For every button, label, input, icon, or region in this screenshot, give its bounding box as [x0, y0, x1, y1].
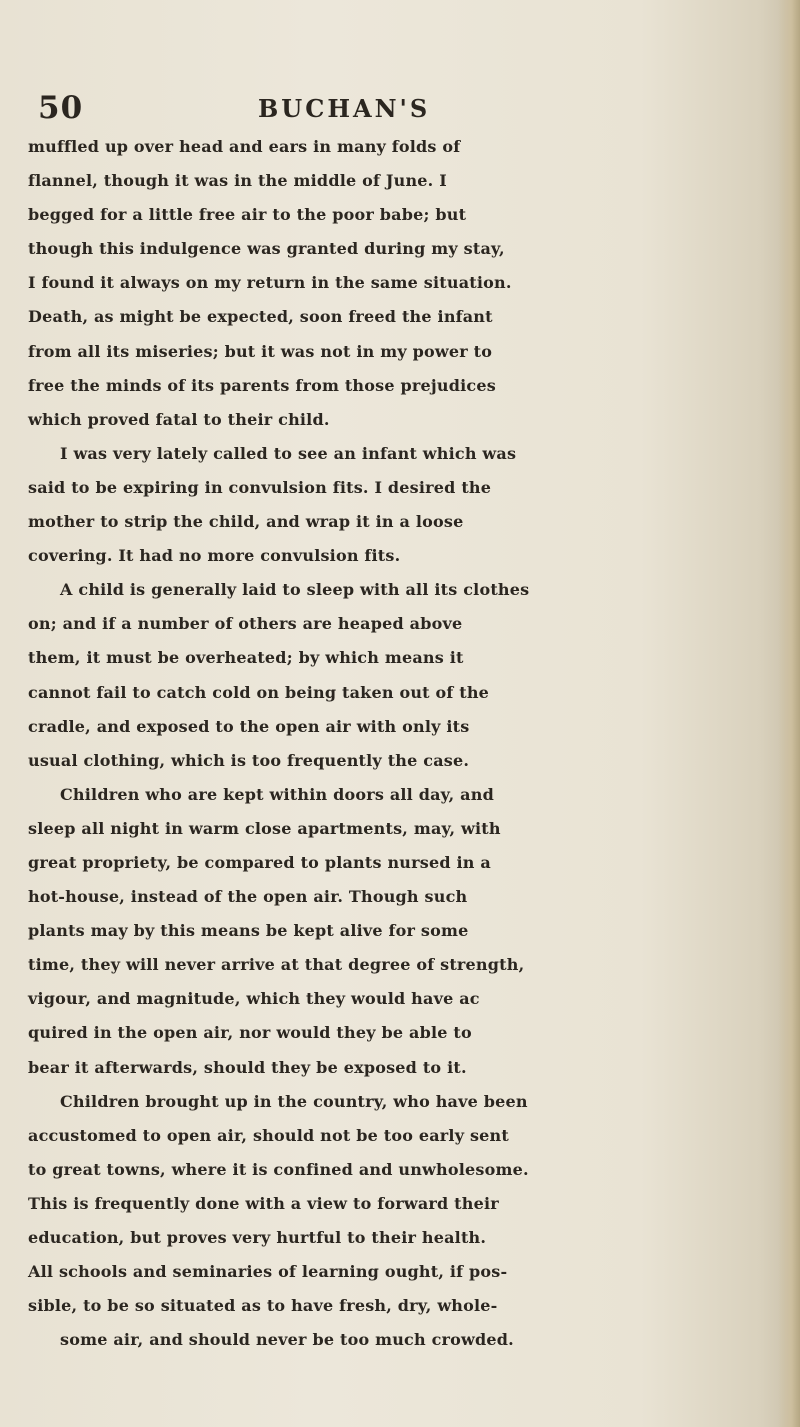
text-line: time, they will never arrive at that degree of strength, — [28, 955, 525, 975]
text-line: I was very lately called to see an infant which was — [60, 443, 517, 463]
text-line: free the minds of its parents from those prejudices — [28, 375, 496, 395]
text-line: plants may by this means be kept alive for some — [28, 921, 469, 941]
page-number: 50 — [38, 90, 84, 126]
text-line: from all its miseries; but it was not in my power to — [28, 341, 493, 361]
text-line: mother to strip the child, and wrap it in a loose — [28, 512, 464, 532]
text-line: though this indulgence was granted during my stay, — [28, 239, 505, 259]
text-line: flannel, though it was in the middle of June. I — [28, 171, 447, 191]
text-line: education, but proves very hurtful to their health. — [28, 1228, 487, 1247]
text-line: accustomed to open air, should not be too early sent — [28, 1125, 509, 1145]
page-header — [0, 90, 800, 130]
text-line: I found it always on my return in the same situation. — [28, 273, 512, 293]
text-line: cannot fail to catch cold on being taken out of the — [28, 682, 490, 702]
text-line: quired in the open air, nor would they be able to — [28, 1023, 472, 1043]
text-line: some air, and should never be too much crowded. — [60, 1330, 514, 1350]
text-line: muffled up over head and ears in many folds of — [28, 137, 461, 156]
text-line: them, it must be overheated; by which means it — [28, 648, 464, 668]
text-line: cradle, and exposed to the open air with only its — [28, 716, 470, 736]
text-line: vigour, and magnitude, which they would have ac — [28, 989, 480, 1009]
text-line: covering. It had no more convulsion fits. — [28, 546, 401, 566]
text-line: said to be expiring in convulsion fits. I desired the — [28, 477, 492, 497]
text-line: to great towns, where it is confined and unwholesome. — [28, 1159, 529, 1179]
text-line: bear it afterwards, should they be exposed to it. — [28, 1057, 467, 1077]
text-line: Death, as might be expected, soon freed the infant — [28, 307, 493, 327]
text-line: Children who are kept within doors all day, and — [60, 784, 494, 804]
text-line: begged for a little free air to the poor babe; but — [28, 205, 467, 225]
text-line: Children brought up in the country, who have been — [60, 1091, 528, 1111]
text-line: hot-house, instead of the open air. Though such — [28, 887, 468, 907]
running-head: BUCHAN'S — [258, 94, 431, 123]
text-line: on; and if a number of others are heaped above — [28, 614, 463, 634]
text-line: which proved fatal to their child. — [28, 409, 330, 429]
text-line: sleep all night in warm close apartments, may, with — [28, 818, 501, 838]
text-line: sible, to be so situated as to have fresh, dry, whole- — [28, 1296, 498, 1316]
text-line: great propriety, be compared to plants nursed in a — [28, 852, 491, 872]
text-line: A child is generally laid to sleep with all its clothes — [60, 580, 530, 600]
text-line: This is frequently done with a view to forward their — [28, 1193, 499, 1213]
body-text — [28, 130, 798, 1357]
text-line: All schools and seminaries of learning ought, if pos- — [28, 1262, 508, 1282]
text-line: usual clothing, which is too frequently the case. — [28, 750, 470, 770]
